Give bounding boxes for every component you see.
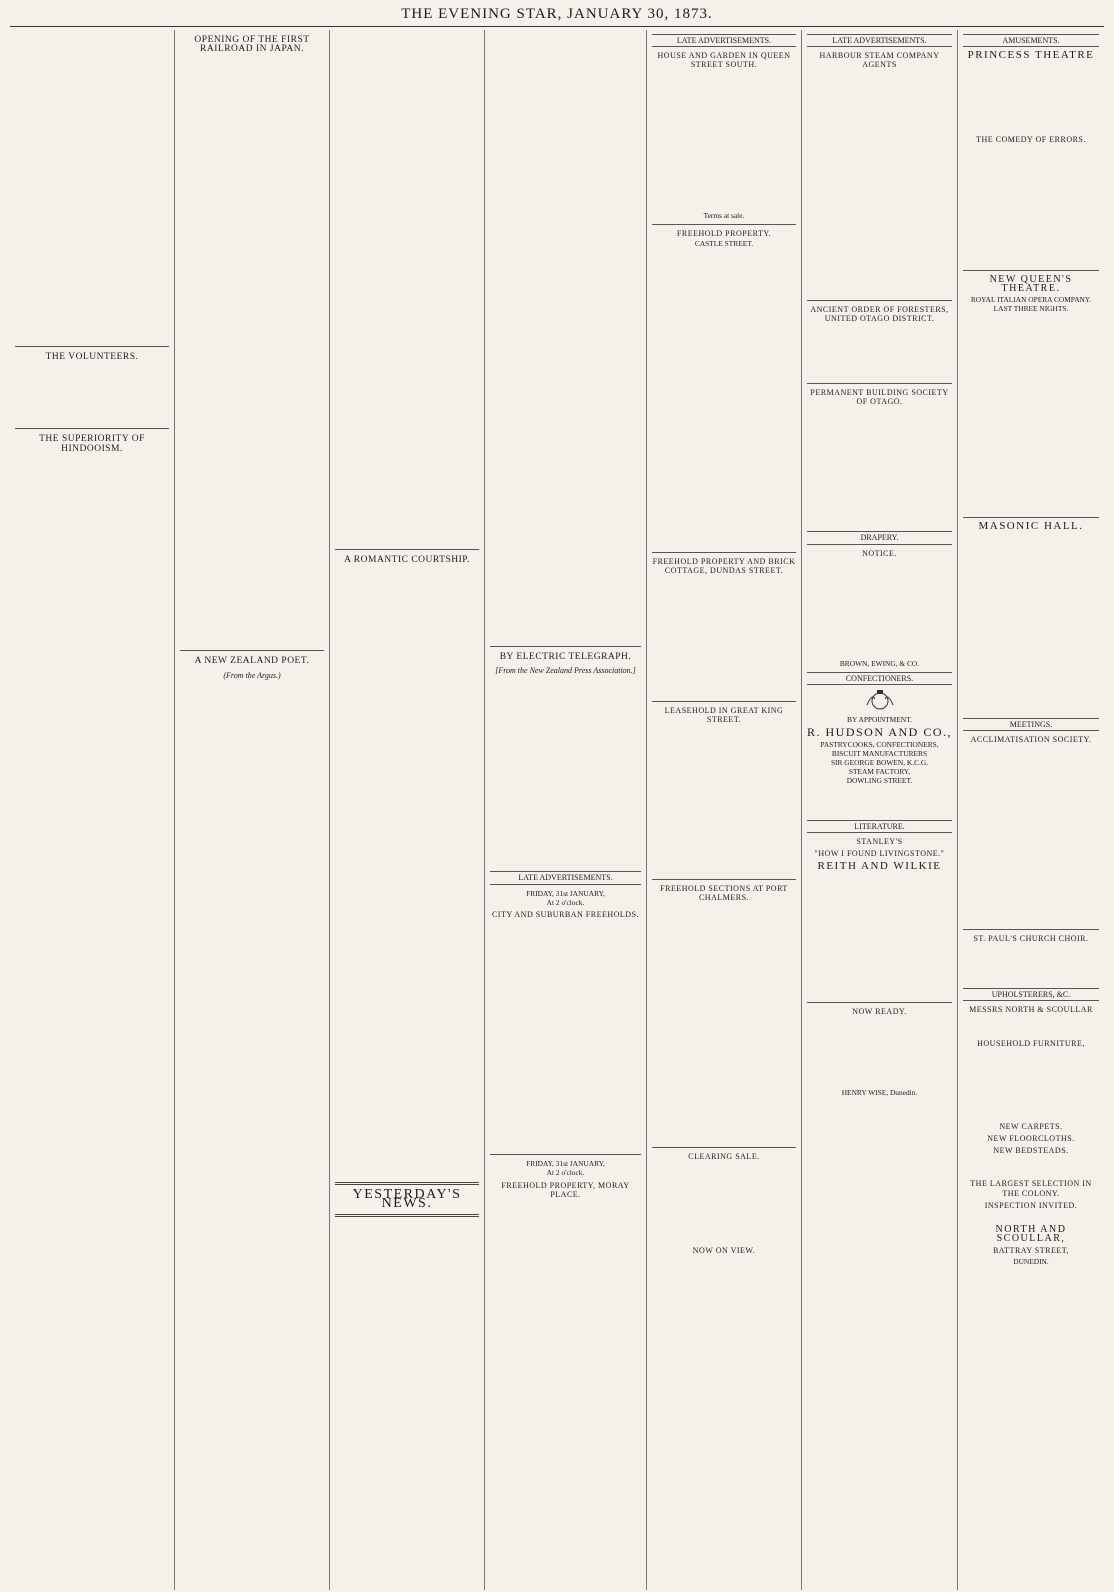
poem-block	[335, 30, 479, 545]
ad-title-moray-place: FREEHOLD PROPERTY, MORAY PLACE.	[501, 1180, 630, 1199]
ad-title-dundas-street: FREEHOLD PROPERTY AND BRICK COTTAGE, DUNDAS STREET.	[652, 557, 796, 576]
ad-signature-brown-ewing: BROWN, EWING, & CO.	[839, 658, 920, 668]
ad-title-harbour-steam: HARBOUR STEAM COMPANY AGENTS	[819, 51, 940, 70]
ad-body	[807, 1018, 952, 1088]
column-3	[330, 30, 485, 1590]
ad-firm-line: PASTRYCOOKS, CONFECTIONERS,	[820, 739, 939, 749]
ad-masonic-hall: MASONIC HALL.	[978, 520, 1084, 533]
divider	[335, 549, 479, 550]
ad-date: FRIDAY, 31st JANUARY,	[526, 888, 605, 898]
heading-confectioners: CONFECTIONERS.	[807, 672, 952, 685]
ad-new-carpets: NEW CARPETS.	[999, 1121, 1063, 1131]
ad-body	[963, 534, 1099, 714]
ad-comedy-of-errors: THE COMEDY OF ERRORS.	[976, 135, 1086, 145]
column-4	[485, 30, 647, 1590]
divider	[807, 383, 952, 384]
divider	[180, 650, 324, 651]
heading-drapery: DRAPERY.	[807, 531, 952, 544]
ad-firm-hudson: R. HUDSON AND CO.,	[807, 725, 953, 740]
ad-new-queens-theatre: NEW QUEEN'S THEATRE.	[989, 273, 1073, 294]
ad-title-port-chalmers: FREEHOLD SECTIONS AT PORT CHALMERS.	[660, 884, 788, 903]
ad-body	[963, 1156, 1099, 1176]
ad-signature-henry-wise: HENRY WISE, Dunedin.	[841, 1087, 918, 1097]
ad-body	[807, 559, 952, 659]
ad-firm-line: DOWLING STREET.	[846, 776, 913, 786]
divider	[963, 929, 1099, 930]
ad-firm-line: BISCUIT MANUFACTURERS	[831, 748, 928, 758]
ad-firm-line: STEAM FACTORY,	[848, 767, 911, 777]
ad-terms: Terms at sale.	[703, 210, 745, 220]
ad-title-notice: NOTICE.	[862, 548, 897, 558]
ad-subtitle-castle-street: CASTLE STREET.	[694, 239, 754, 249]
ad-body	[963, 62, 1099, 132]
divider	[652, 701, 796, 702]
divider	[807, 1002, 952, 1003]
ad-book-livingstone: "HOW I FOUND LIVINGSTONE."	[814, 849, 945, 859]
royal-arms-icon	[863, 689, 897, 711]
text-block	[490, 30, 641, 642]
ad-household-furniture: HOUSEHOLD FURNITURE,	[977, 1038, 1085, 1048]
divider	[490, 1154, 641, 1155]
heading-japan-railroad: OPENING OF THE FIRST RAILROAD IN JAPAN.	[194, 35, 310, 55]
heading-late-advertisements: LATE ADVERTISEMENTS.	[807, 34, 952, 47]
ad-st-pauls-choir: ST. PAUL'S CHURCH CHOIR.	[973, 934, 1089, 944]
text-block	[335, 567, 479, 1177]
text-block	[180, 682, 324, 1512]
ad-north-scoullar: MESSRS NORTH & SCOULLAR	[969, 1005, 1093, 1015]
ad-title-great-king-street: LEASEHOLD IN GREAT KING STREET.	[664, 705, 784, 724]
heading-telegraph-source: [From the New Zealand Press Association.]	[495, 666, 636, 676]
column-7	[958, 30, 1104, 1590]
masthead: THE EVENING STAR, JANUARY 30, 1873.	[10, 6, 1104, 27]
ad-acclimatisation: ACCLIMATISATION SOCIETY.	[970, 734, 1092, 744]
ad-princess-theatre: PRINCESS THEATRE	[967, 49, 1095, 62]
divider	[15, 428, 169, 429]
text-block	[15, 42, 169, 342]
ad-title-freehold: FREEHOLD PROPERTY.	[676, 228, 772, 238]
ad-body	[963, 745, 1099, 925]
ad-body	[963, 146, 1099, 266]
divider	[963, 517, 1099, 518]
ad-body	[963, 313, 1099, 513]
divider	[652, 552, 796, 553]
heading-late-advertisements: LATE ADVERTISEMENTS.	[652, 34, 796, 47]
text-block	[180, 56, 324, 646]
heading-upholsterers: UPHOLSTERERS, &C.	[963, 988, 1099, 1001]
ad-body	[652, 248, 796, 548]
ad-time: At 2 o'clock.	[546, 897, 585, 907]
heading-meetings: MEETINGS.	[963, 718, 1099, 731]
heading-romantic-courtship: A ROMANTIC COURTSHIP.	[344, 555, 470, 565]
ad-body	[652, 725, 796, 875]
ad-body	[807, 407, 952, 527]
ad-body	[807, 873, 952, 998]
ad-title-house-garden: HOUSE AND GARDEN IN QUEEN STREET SOUTH.	[657, 51, 791, 70]
ad-body	[652, 903, 796, 1143]
divider	[335, 1214, 479, 1217]
heading-volunteers: THE VOLUNTEERS.	[45, 352, 139, 363]
ad-body	[652, 71, 796, 211]
ad-last-three-nights: LAST THREE NIGHTS.	[993, 304, 1069, 314]
divider	[490, 646, 641, 647]
ad-appointment: BY APPOINTMENT.	[847, 715, 912, 725]
divider	[807, 300, 952, 301]
ad-body	[652, 1256, 796, 1496]
ad-book-stanley: STANLEY'S	[856, 836, 903, 846]
ad-firm-line: SIR GEORGE BOWEN, K.C.G.	[830, 758, 929, 768]
ad-dunedin: DUNEDIN.	[1013, 1256, 1049, 1266]
ad-time: At 2 o'clock.	[546, 1168, 585, 1178]
divider	[652, 879, 796, 880]
ad-body	[807, 71, 952, 296]
text-block	[490, 677, 641, 867]
ad-title-clearing-sale: CLEARING SALE.	[688, 1152, 760, 1162]
heading-nz-poet: A NEW ZEALAND POET.	[194, 656, 310, 667]
divider	[963, 270, 1099, 271]
heading-late-advertisements: LATE ADVERTISEMENTS.	[490, 871, 641, 884]
ad-body	[652, 1163, 796, 1243]
divider	[15, 346, 169, 347]
ad-title-building-society: PERMANENT BUILDING SOCIETY OF OTAGO.	[810, 388, 949, 407]
heading-yesterdays-news: YESTERDAY'S NEWS.	[352, 1187, 462, 1212]
ad-north-scoullar-sign: NORTH AND SCOULLAR,	[995, 1224, 1067, 1245]
ad-italian-opera: ROYAL ITALIAN OPERA COMPANY.	[970, 295, 1092, 305]
ad-new-bedsteads: NEW BEDSTEADS.	[993, 1146, 1069, 1156]
column-1	[10, 30, 175, 1590]
text-block	[335, 1222, 479, 1582]
columns	[10, 30, 1104, 1590]
heading-hindooism: THE SUPERIORITY OF HINDOOISM.	[39, 434, 145, 454]
article-text	[15, 30, 169, 39]
ad-largest-selection: THE LARGEST SELECTION IN THE COLONY.	[970, 1179, 1092, 1198]
ad-body	[652, 577, 796, 697]
ad-new-floorcloths: NEW FLOORCLOTHS.	[987, 1134, 1075, 1144]
ad-battray-street: BATTRAY STREET,	[992, 1246, 1070, 1256]
ad-body	[807, 786, 952, 816]
divider	[652, 224, 796, 225]
ad-body	[490, 1200, 641, 1400]
ad-title-foresters: ANCIENT ORDER OF FORESTERS, UNITED OTAGO DISTRICT.	[810, 304, 949, 323]
ad-title-city-suburban: CITY AND SUBURBAN FREEHOLDS.	[491, 910, 640, 920]
divider	[335, 1182, 479, 1185]
ad-body	[963, 1211, 1099, 1221]
ad-date: FRIDAY, 31st JANUARY,	[526, 1159, 605, 1169]
ad-body	[963, 1016, 1099, 1036]
ad-body	[807, 324, 952, 379]
ad-body	[490, 920, 641, 1150]
heading-telegraph: BY ELECTRIC TELEGRAPH.	[499, 652, 632, 662]
column-5	[647, 30, 802, 1590]
text-block	[15, 364, 169, 424]
text-block	[15, 456, 169, 1556]
heading-literature: LITERATURE.	[807, 820, 952, 833]
column-2	[175, 30, 330, 1590]
ad-firm-reith-wilkie: REITH AND WILKIE	[817, 860, 942, 873]
heading-nz-poet-source: (From the Argus.)	[223, 670, 281, 680]
ad-title-now-ready: NOW READY.	[852, 1007, 907, 1017]
divider	[652, 1147, 796, 1148]
ad-body	[963, 944, 1099, 984]
ad-title-now-on-view: NOW ON VIEW.	[692, 1245, 756, 1255]
heading-amusements: AMUSEMENTS.	[963, 34, 1099, 47]
ad-inspection-invited: INSPECTION INVITED.	[984, 1200, 1078, 1210]
ad-body	[963, 1049, 1099, 1119]
column-6	[802, 30, 958, 1590]
